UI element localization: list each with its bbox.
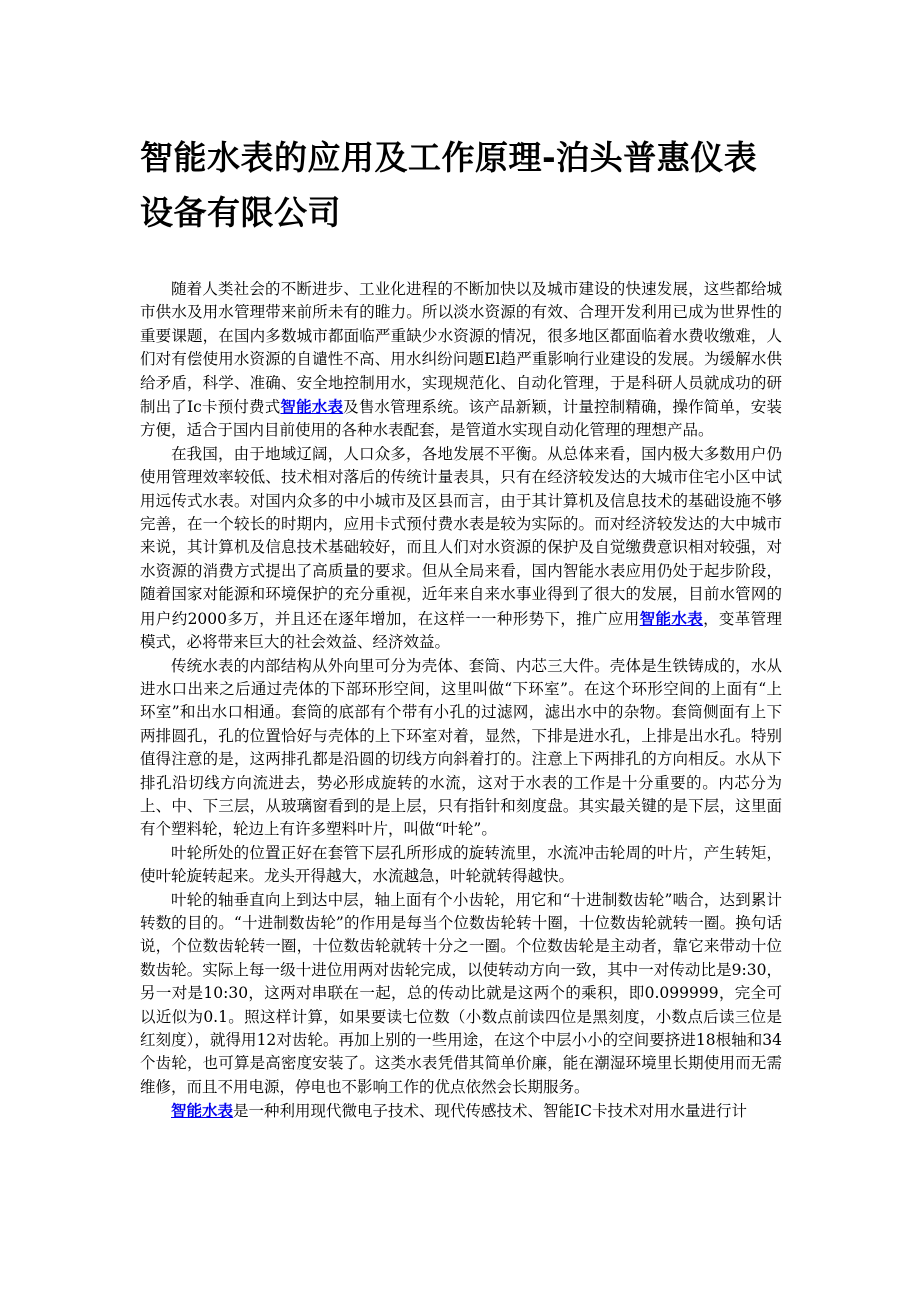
paragraph-text: 叶轮的轴垂直向上到达中层，轴上面有个小齿轮，用它和“十进制数齿轮”啮合，达到累计转数的目的。“十进制数齿轮”的作用是每当个位数齿轮转十圈，十位数齿轮就转一圈。换句话说，个位数齿轮转一圈，十位数齿轮就转十分之一圈。个位数齿轮是主动者，靠它来带动十位数齿轮。实际上每一级十进位用两对齿轮完成，以使转动方向一致，其中一对传动比是9:30，另一对是10:30，这两对串联在一起，总的传动比就是这两个的乘积，即0.099999，完全可以近似为0.1。照这样计算，如果要读七位数（小数点前读四位是黑刻度，小数点后读三位是红刻度），就得用12对齿轮。再加上别的一些用途，在这个中层小小的空间要挤进18根轴和34个齿轮，也可算是高密度安装了。这类水表凭借其简单价廉，能在潮湿环境里长期使用而无需维修，而且不用电源，停电也不影响工作的优点依然会长期服务。 (140, 890, 782, 1096)
paragraph-text: 在我国，由于地域辽阔，人口众多，各地发展不平衡。从总体来看，国内极大多数用户仍使用管理效率较低、技术相对落后的传统计量表具，只有在经济较发达的大城市住宅小区中试用远传式水表。对国内众多的中小城市及区县而言，由于其计算机及信息技术的基础设施不够完善，在一个较长的时期内，应用卡式预付费水表是较为实际的。而对经济较发达的大中城市来说，其计算机及信息技术基础较好，而且人们对水资源的保护及自觉缴费意识相对较强，对水资源的消费方式提出了高质量的要求。但从全局来看，国内智能水表应用仍处于起步阶段，随着国家对能源和环境保护的充分重视，近年来自来水事业得到了很大的发展，目前水管网的用户约2000多万，并且还在逐年增加，在这样一一种形势下，推广应用 (140, 444, 782, 628)
paragraph-text: 是一种利用现代微电子技术、现代传感技术、智能IC卡技术对用水量进行计 (233, 1102, 748, 1121)
paragraph-text: 传统水表的内部结构从外向里可分为壳体、套筒、内芯三大件。壳体是生铁铸成的，水从进水口出来之后通过壳体的下部环形空间，这里叫做“下环室”。在这个环形空间的上面有“上环室”和出水口相通。套筒的底部有个带有小孔的过滤网，滤出水中的杂物。套筒侧面有上下两排圆孔，孔的位置恰好与壳体的上下环室对着，显然，下排是进水孔，上排是出水孔。特别值得注意的是，这两排孔都是沿圆的切线方向斜着打的。注意上下两排孔的方向相反。水从下排孔沿切线方向流进去，势必形成旋转的水流，这对于水表的工作是十分重要的。内芯分为上、中、下三层，从玻璃窗看到的是上层，只有指针和刻度盘。其实最关键的是下层，这里面有个塑料轮，轮边上有许多塑料叶片，叫做“叶轮”。 (140, 656, 782, 839)
document-page (140, 130, 782, 1124)
paragraph-text: 随着人类社会的不断进步、工业化进程的不断加快以及城市建设的快速发展，这些都给城市供水及用水管理带来前所未有的睢力。所以淡水资源的有效、合理开发利用已成为世界性的重要课题，在国内多数城市都面临严重缺少水资源的情况，很多地区都面临着水费收缴难，人们对有偿使用水资源的自谴性不高、用水纠纷问题El趋严重影响行业建设的发展。为缓解水供给矛盾，科学、准确、安全地控制用水，实现规范化、自动化管理，于是科研人员就成功的研制出了Ic卡预付费式 (140, 280, 782, 417)
document-title: 智能水表的应用及工作原理-泊头普惠仪表设备有限公司 (140, 138, 758, 232)
smart-water-meter-link[interactable]: 智能水表 (280, 397, 344, 417)
document-body (140, 278, 782, 1124)
paragraph-6 (140, 1099, 782, 1123)
paragraph-text: 及售水管理系统。该产品新颖，计量控制精确，操作简单，安装方便，适合于国内目前使用的各种水表配套，是管道水实现自动化管理的理想产品。 (140, 398, 782, 440)
paragraph-3 (140, 655, 782, 842)
paragraph-text: ，变革管理模式，必将带来巨大的社会效益、经济效益。 (140, 609, 782, 652)
smart-water-meter-link[interactable]: 智能水表 (171, 1101, 234, 1121)
paragraph-2 (140, 443, 782, 655)
paragraph-4 (140, 842, 782, 889)
paragraph-1 (140, 278, 782, 443)
smart-water-meter-link[interactable]: 智能水表 (639, 608, 704, 628)
paragraph-text: 叶轮所处的位置正好在套管下层孔所形成的旋转流里，水流冲击轮周的叶片，产生转矩，使叶轮旋转起来。龙头开得越大，水流越急，叶轮就转得越快。 (140, 843, 782, 886)
paragraph-5 (140, 889, 782, 1100)
